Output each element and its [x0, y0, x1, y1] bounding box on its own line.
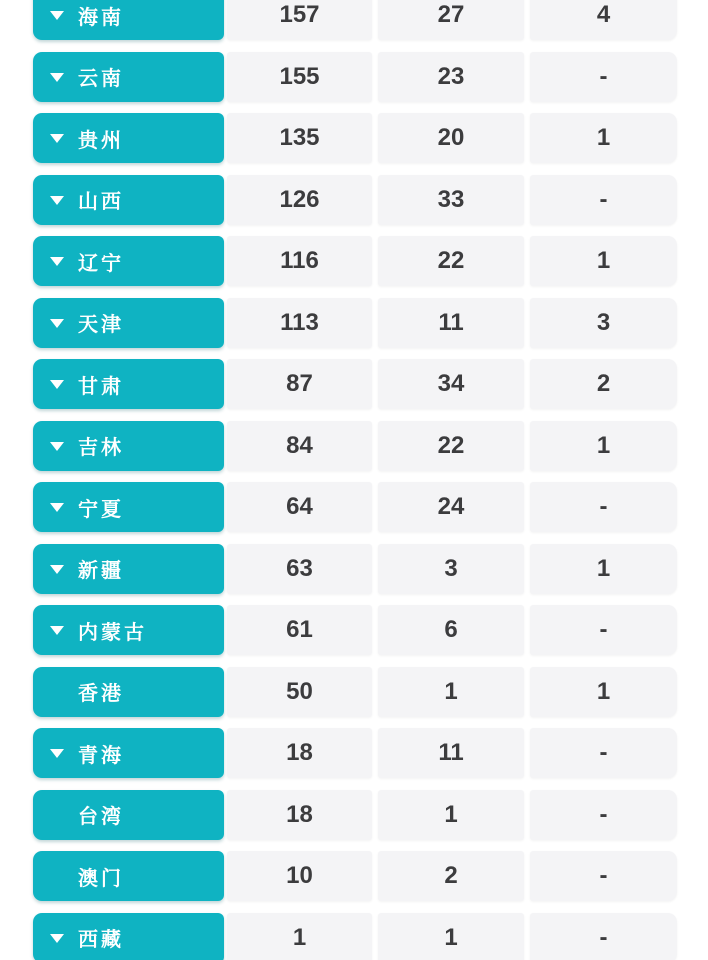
- stat-cell-2: 11: [378, 728, 524, 778]
- stat-cell-2: 6: [378, 605, 524, 655]
- stat-cell-3: 1: [530, 667, 677, 717]
- stat-cell-1: 63: [227, 544, 372, 594]
- stat-cell-1: 84: [227, 421, 372, 471]
- region-expand-button[interactable]: [33, 298, 224, 348]
- region-expand-button[interactable]: [33, 0, 224, 40]
- chevron-down-icon: [50, 565, 64, 574]
- stat-cell-3: 1: [530, 421, 677, 471]
- table-row: [0, 298, 708, 348]
- chevron-down-icon: [50, 73, 64, 82]
- region-expand-button[interactable]: [33, 113, 224, 163]
- stat-cell-2: 11: [378, 298, 524, 348]
- table-row: [0, 359, 708, 409]
- stat-cell-1: 135: [227, 113, 372, 163]
- region-expand-button[interactable]: [33, 236, 224, 286]
- chevron-down-icon: [50, 11, 64, 20]
- table-row: [0, 728, 708, 778]
- region-expand-button[interactable]: [33, 359, 224, 409]
- stat-cell-1: 113: [227, 298, 372, 348]
- stat-cell-2: 3: [378, 544, 524, 594]
- chevron-down-icon: [50, 319, 64, 328]
- region-expand-button[interactable]: [33, 175, 224, 225]
- chevron-down-icon: [50, 442, 64, 451]
- stat-cell-2: 34: [378, 359, 524, 409]
- stat-cell-2: 2: [378, 851, 524, 901]
- table-row: [0, 113, 708, 163]
- region-expand-button[interactable]: [33, 544, 224, 594]
- chevron-down-icon: [50, 257, 64, 266]
- table-row: [0, 175, 708, 225]
- stat-cell-1: 126: [227, 175, 372, 225]
- stat-cell-2: 22: [378, 236, 524, 286]
- table-row: [0, 544, 708, 594]
- region-expand-button[interactable]: [33, 52, 224, 102]
- stat-cell-3: -: [530, 175, 677, 225]
- region-expand-button[interactable]: [33, 421, 224, 471]
- region-name: 海南: [78, 6, 124, 29]
- stat-cell-3: -: [530, 605, 677, 655]
- chevron-down-icon: [50, 626, 64, 635]
- region-name: 云南: [78, 68, 124, 90]
- stat-cell-1: 50: [227, 667, 372, 717]
- stat-cell-1: 18: [227, 728, 372, 778]
- stat-cell-3: -: [530, 728, 677, 778]
- stat-cell-3: -: [530, 851, 677, 901]
- region-name: 吉林: [78, 437, 124, 459]
- region-expand-button[interactable]: [33, 851, 224, 901]
- table-row: [0, 605, 708, 655]
- stat-cell-3: 1: [530, 544, 677, 594]
- region-name: 宁夏: [78, 498, 124, 521]
- stat-cell-2: 24: [378, 482, 524, 532]
- region-name: 青海: [78, 744, 124, 767]
- region-name: 台湾: [78, 806, 124, 828]
- region-expand-button[interactable]: [33, 790, 224, 840]
- table-row: [0, 851, 708, 901]
- stat-cell-3: -: [530, 913, 677, 960]
- region-name: 新疆: [78, 560, 124, 582]
- stat-cell-1: 64: [227, 482, 372, 532]
- stat-cell-3: -: [530, 790, 677, 840]
- chevron-down-icon: [50, 934, 64, 943]
- region-name: 澳门: [78, 867, 124, 890]
- stat-cell-2: 23: [378, 52, 524, 102]
- region-expand-button[interactable]: [33, 605, 224, 655]
- chevron-down-icon: [50, 749, 64, 758]
- chevron-down-icon: [50, 196, 64, 205]
- stat-cell-3: 3: [530, 298, 677, 348]
- table-row: [0, 482, 708, 532]
- region-name: 香港: [78, 683, 124, 705]
- region-name: 甘肃: [78, 375, 124, 398]
- stat-cell-2: 27: [378, 0, 524, 40]
- region-expand-button[interactable]: [33, 482, 224, 532]
- region-expand-button[interactable]: [33, 728, 224, 778]
- table-row: [0, 667, 708, 717]
- stat-cell-3: 1: [530, 236, 677, 286]
- stat-cell-1: 116: [227, 236, 372, 286]
- region-name: 辽宁: [78, 252, 124, 275]
- table-row: [0, 790, 708, 840]
- stat-cell-2: 22: [378, 421, 524, 471]
- chevron-down-icon: [50, 134, 64, 143]
- stat-cell-2: 1: [378, 667, 524, 717]
- table-row: [0, 0, 708, 40]
- stat-cell-3: 4: [530, 0, 677, 40]
- stat-cell-2: 1: [378, 790, 524, 840]
- chevron-down-icon: [50, 380, 64, 389]
- table-row: [0, 421, 708, 471]
- stat-cell-3: 2: [530, 359, 677, 409]
- stat-cell-3: -: [530, 482, 677, 532]
- region-name: 天津: [78, 314, 124, 336]
- table-row: [0, 236, 708, 286]
- region-name: 西藏: [78, 929, 124, 951]
- chevron-down-icon: [50, 503, 64, 512]
- stat-cell-1: 157: [227, 0, 372, 40]
- stat-cell-2: 20: [378, 113, 524, 163]
- stat-cell-1: 10: [227, 851, 372, 901]
- stat-cell-3: -: [530, 52, 677, 102]
- region-name: 内蒙古: [78, 621, 147, 644]
- region-name: 山西: [78, 191, 124, 213]
- stat-cell-1: 18: [227, 790, 372, 840]
- region-expand-button[interactable]: [33, 913, 224, 960]
- table-row: [0, 52, 708, 102]
- table-row: [0, 913, 708, 960]
- region-name: 贵州: [78, 129, 124, 152]
- stat-cell-1: 1: [227, 913, 372, 960]
- stat-cell-1: 155: [227, 52, 372, 102]
- stat-cell-1: 87: [227, 359, 372, 409]
- stat-cell-2: 33: [378, 175, 524, 225]
- region-expand-button[interactable]: [33, 667, 224, 717]
- stat-cell-1: 61: [227, 605, 372, 655]
- stat-cell-2: 1: [378, 913, 524, 960]
- stat-cell-3: 1: [530, 113, 677, 163]
